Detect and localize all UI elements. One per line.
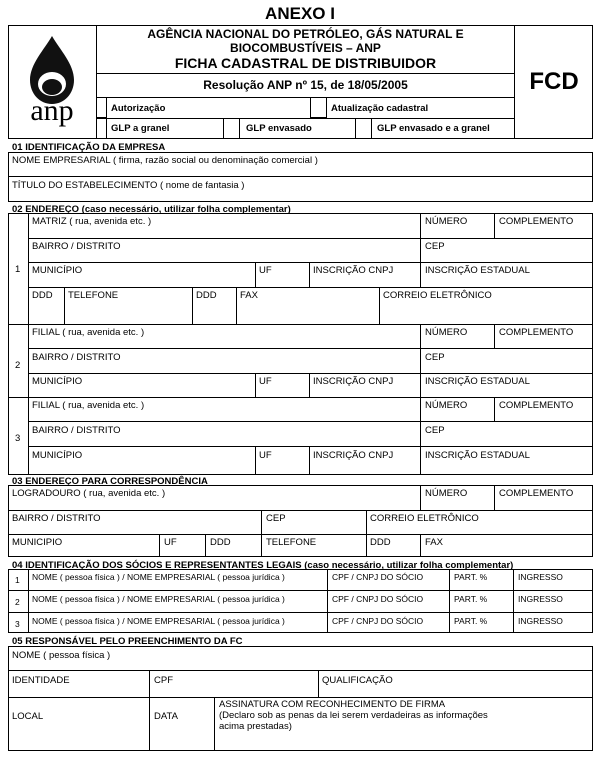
field-identidade[interactable]: IDENTIDADE [12, 675, 70, 686]
agency-name-line2: BIOCOMBUSTÍVEIS – ANP [230, 41, 381, 55]
field-socio2-ingresso[interactable]: INGRESSO [518, 594, 563, 604]
field-socio3-cpf[interactable]: CPF / CNPJ DO SÓCIO [332, 616, 424, 626]
field-matriz-telefone[interactable]: TELEFONE [68, 290, 119, 301]
checkbox-autorizacao[interactable] [96, 97, 107, 118]
field-matriz[interactable]: MATRIZ ( rua, avenida etc. ) [32, 216, 152, 227]
field-filial2-municipio[interactable]: MUNICÍPIO [32, 450, 83, 461]
field-filial1-cnpj[interactable]: INSCRIÇÃO CNPJ [313, 376, 394, 387]
resolution: Resolução ANP nº 15, de 18/05/2005 [203, 78, 408, 92]
field-filial2[interactable]: FILIAL ( rua, avenida etc. ) [32, 400, 145, 411]
field-corresp-uf[interactable]: UF [164, 537, 177, 548]
field-socio1-cpf[interactable]: CPF / CNPJ DO SÓCIO [332, 572, 424, 582]
field-socio1-nome[interactable]: NOME ( pessoa física ) / NOME EMPRESARIAL ( pessoa jurídica ) [32, 572, 285, 582]
field-socio2-part[interactable]: PART. % [454, 594, 488, 604]
field-filial1-inscricao-estadual[interactable]: INSCRIÇÃO ESTADUAL [425, 376, 530, 387]
field-matriz-numero[interactable]: NÚMERO [425, 216, 468, 227]
field-socio1-part[interactable]: PART. % [454, 572, 488, 582]
field-filial2-complemento[interactable]: COMPLEMENTO [499, 400, 574, 411]
field-matriz-fax[interactable]: FAX [240, 290, 258, 301]
form-title: FICHA CADASTRAL DE DISTRIBUIDOR [174, 55, 437, 71]
partner-index-1: 1 [15, 575, 20, 585]
field-qualificacao[interactable]: QUALIFICAÇÃO [322, 675, 393, 686]
field-filial2-uf[interactable]: UF [259, 450, 272, 461]
option-autorizacao: Autorização [111, 103, 166, 114]
section-01-title: 01 IDENTIFICAÇÃO DA EMPRESA [12, 142, 166, 153]
field-corresp-bairro[interactable]: BAIRRO / DISTRITO [12, 513, 101, 524]
checkbox-glp-granel[interactable] [96, 118, 107, 139]
field-filial1-numero[interactable]: NÚMERO [425, 327, 468, 338]
field-filial1-cep[interactable]: CEP [425, 352, 445, 363]
field-socio3-nome[interactable]: NOME ( pessoa física ) / NOME EMPRESARIAL ( pessoa jurídica ) [32, 616, 285, 626]
field-corresp-email[interactable]: CORREIO ELETRÔNICO [370, 513, 479, 524]
option-atualizacao: Atualização cadastral [331, 103, 429, 114]
partner-index-3: 3 [15, 619, 20, 629]
field-filial2-cnpj[interactable]: INSCRIÇÃO CNPJ [313, 450, 394, 461]
field-filial2-bairro[interactable]: BAIRRO / DISTRITO [32, 425, 121, 436]
field-filial2-inscricao-estadual[interactable]: INSCRIÇÃO ESTADUAL [425, 450, 530, 461]
field-socio2-nome[interactable]: NOME ( pessoa física ) / NOME EMPRESARIAL ( pessoa jurídica ) [32, 594, 285, 604]
signature-label: ASSINATURA COM RECONHECIMENTO DE FIRMA [219, 699, 446, 710]
field-corresp-ddd-2[interactable]: DDD [370, 537, 391, 548]
field-corresp-numero[interactable]: NÚMERO [425, 488, 468, 499]
option-glp-envasado: GLP envasado [246, 123, 312, 134]
field-socio1-ingresso[interactable]: INGRESSO [518, 572, 563, 582]
field-matriz-inscricao-estadual[interactable]: INSCRIÇÃO ESTADUAL [425, 265, 530, 276]
field-filial1-uf[interactable]: UF [259, 376, 272, 387]
section-03-title: 03 ENDEREÇO PARA CORRESPONDÊNCIA [12, 476, 208, 487]
checkbox-glp-envasado[interactable] [223, 118, 240, 139]
address-index-3: 3 [15, 433, 21, 444]
field-corresp-fax[interactable]: FAX [425, 537, 443, 548]
option-glp-granel: GLP a granel [111, 123, 170, 134]
anp-logo [14, 32, 90, 132]
field-filial1-bairro[interactable]: BAIRRO / DISTRITO [32, 352, 121, 363]
field-filial1-municipio[interactable]: MUNICÍPIO [32, 376, 83, 387]
field-logradouro[interactable]: LOGRADOURO ( rua, avenida etc. ) [12, 488, 166, 499]
logo-text: anp [30, 94, 74, 127]
field-cpf[interactable]: CPF [154, 675, 173, 686]
address-index-1: 1 [15, 264, 21, 275]
checkbox-glp-envasado-granel[interactable] [355, 118, 372, 139]
field-matriz-ddd-2[interactable]: DDD [196, 290, 217, 301]
field-socio3-ingresso[interactable]: INGRESSO [518, 616, 563, 626]
field-matriz-bairro[interactable]: BAIRRO / DISTRITO [32, 241, 121, 252]
signature-area[interactable] [215, 733, 592, 750]
field-titulo-estabelecimento[interactable]: TÍTULO DO ESTABELECIMENTO ( nome de fantasia ) [12, 180, 245, 191]
field-responsavel-nome[interactable]: NOME ( pessoa física ) [12, 650, 111, 661]
field-socio2-cpf[interactable]: CPF / CNPJ DO SÓCIO [332, 594, 424, 604]
field-filial1[interactable]: FILIAL ( rua, avenida etc. ) [32, 327, 145, 338]
field-filial2-cep[interactable]: CEP [425, 425, 445, 436]
section-04-title: 04 IDENTIFICAÇÃO DOS SÓCIOS E REPRESENTANTES LEGAIS (caso necessário, utilizar folha complementar) [12, 560, 514, 571]
option-glp-envasado-granel: GLP envasado e a granel [377, 123, 490, 134]
field-matriz-cep[interactable]: CEP [425, 241, 445, 252]
checkbox-atualizacao[interactable] [310, 97, 327, 118]
field-matriz-email[interactable]: CORREIO ELETRÔNICO [383, 290, 492, 301]
field-socio3-part[interactable]: PART. % [454, 616, 488, 626]
field-filial1-complemento[interactable]: COMPLEMENTO [499, 327, 574, 338]
signature-declaration-line2: acima prestadas) [219, 721, 292, 732]
field-corresp-telefone[interactable]: TELEFONE [266, 537, 317, 548]
partner-index-2: 2 [15, 597, 20, 607]
field-corresp-municipio[interactable]: MUNICIPIO [12, 537, 63, 548]
field-nome-empresarial[interactable]: NOME EMPRESARIAL ( firma, razão social ou denominação comercial ) [12, 155, 318, 166]
field-local[interactable]: LOCAL [12, 711, 44, 722]
form-code: FCD [529, 68, 579, 95]
field-data[interactable]: DATA [154, 711, 178, 722]
field-matriz-municipio[interactable]: MUNICÍPIO [32, 265, 83, 276]
field-matriz-cnpj[interactable]: INSCRIÇÃO CNPJ [313, 265, 394, 276]
section-05-title: 05 RESPONSÁVEL PELO PREENCHIMENTO DA FC [12, 636, 243, 647]
field-corresp-complemento[interactable]: COMPLEMENTO [499, 488, 574, 499]
signature-declaration-line1: (Declaro sob as penas da lei serem verdadeiras as informações [219, 710, 488, 721]
field-matriz-ddd-1[interactable]: DDD [32, 290, 53, 301]
address-index-2: 2 [15, 360, 21, 371]
agency-name-line1: AGÊNCIA NACIONAL DO PETRÓLEO, GÁS NATURAL E [147, 27, 464, 41]
field-filial2-numero[interactable]: NÚMERO [425, 400, 468, 411]
field-matriz-uf[interactable]: UF [259, 265, 272, 276]
section-02-title: 02 ENDEREÇO (caso necessário, utilizar folha complementar) [12, 204, 291, 215]
field-corresp-ddd-1[interactable]: DDD [210, 537, 231, 548]
field-corresp-cep[interactable]: CEP [266, 513, 286, 524]
field-matriz-complemento[interactable]: COMPLEMENTO [499, 216, 574, 227]
annex-title: ANEXO I [265, 4, 335, 23]
